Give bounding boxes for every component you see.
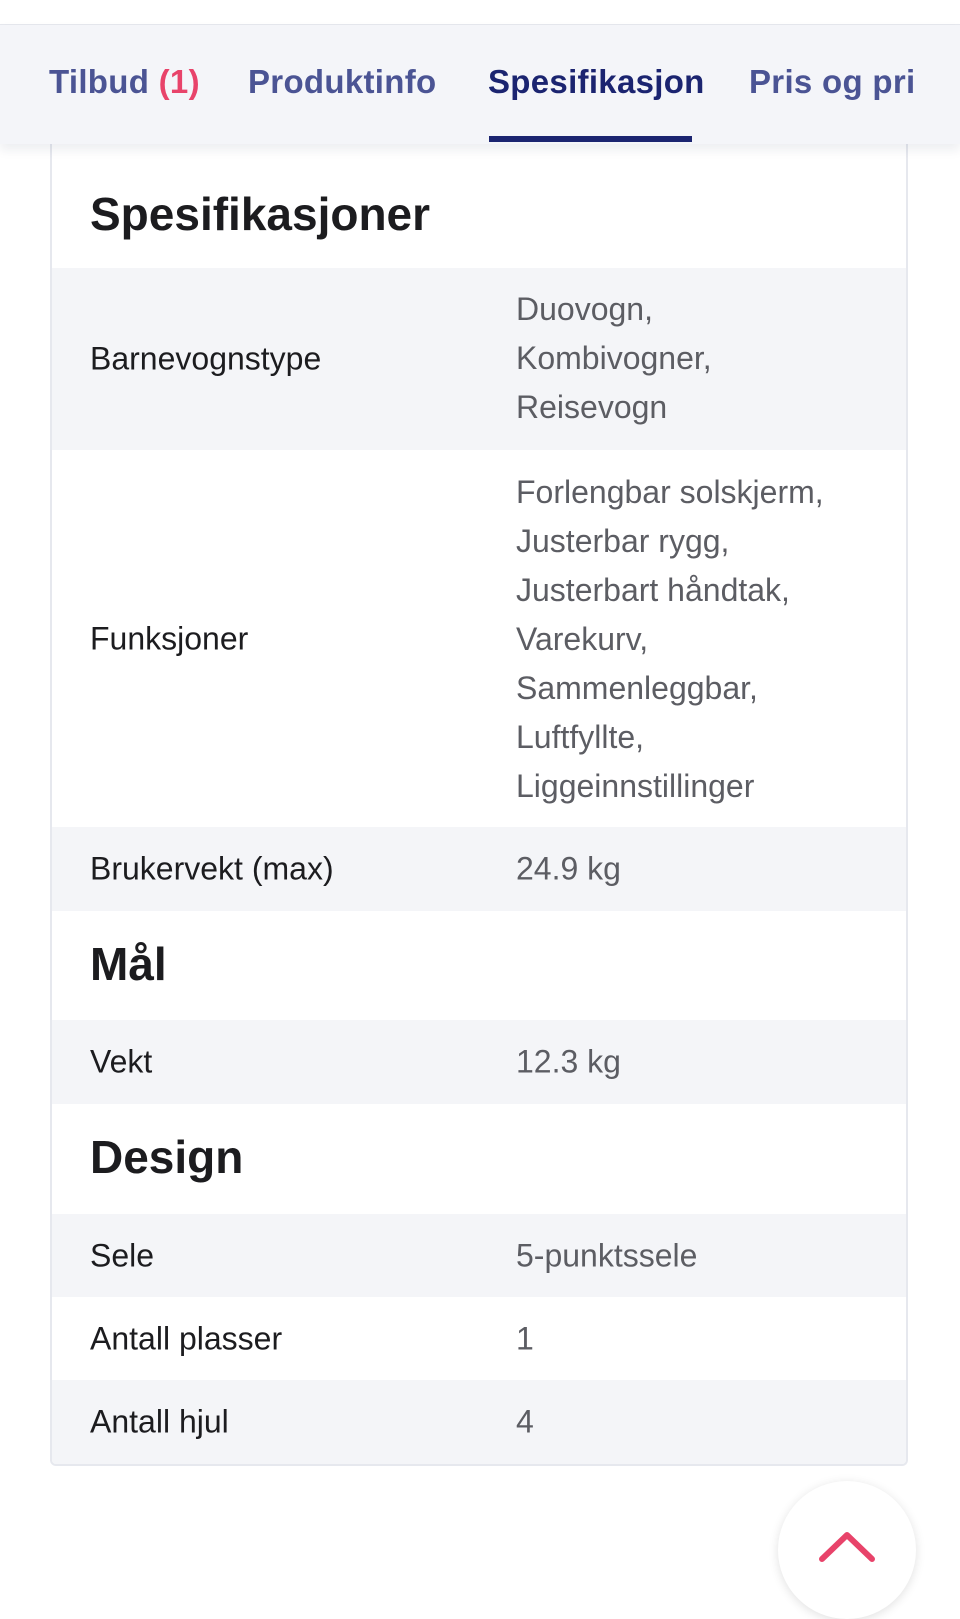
tab-product-info[interactable]: Produktinfo: [248, 63, 437, 100]
spec-row: [52, 450, 906, 827]
specification-card: [50, 144, 908, 1466]
spec-value: [516, 285, 712, 432]
spec-value: 5-punktssele: [516, 1237, 698, 1273]
spec-label: Funksjoner: [90, 620, 249, 656]
spec-value-line: Varekurv,: [516, 621, 649, 657]
spec-value-line: Reisevogn: [516, 389, 668, 425]
section-title-specs: Spesifikasjoner: [90, 188, 431, 240]
spec-row: [52, 268, 906, 450]
top-strip: [0, 0, 960, 25]
spec-value-line: Forlengbar solskjerm,: [516, 474, 824, 510]
spec-value-line: Liggeinnstillinger: [516, 768, 755, 804]
tab-specification[interactable]: Spesifikasjon: [488, 63, 705, 100]
tab-offers-label: Tilbud: [49, 63, 150, 100]
tab-offers[interactable]: [49, 63, 200, 101]
spec-label: Brukervekt (max): [90, 850, 334, 887]
scroll-to-top-button[interactable]: [778, 1481, 916, 1619]
spec-row: [52, 827, 906, 911]
chevron-up-icon: [818, 1529, 876, 1563]
spec-label: Vekt: [90, 1043, 153, 1080]
spec-value-line: Justerbar rygg,: [516, 523, 730, 559]
active-tab-indicator: [489, 136, 692, 142]
spec-label: Antall hjul: [90, 1403, 229, 1440]
tab-bar: [0, 25, 960, 144]
spec-value-line: Luftfyllte,: [516, 719, 645, 755]
spec-value: [516, 468, 824, 811]
spec-label: Barnevognstype: [90, 340, 322, 377]
spec-value-line: Sammenleggbar,: [516, 670, 758, 706]
spec-value-line: Duovogn,: [516, 291, 653, 327]
section-title-design: Design: [90, 1131, 244, 1183]
spec-label: Antall plasser: [90, 1320, 283, 1356]
spec-value-line: Kombivogner,: [516, 340, 712, 376]
spec-row: [52, 1380, 906, 1464]
tab-price[interactable]: Pris og pri: [749, 63, 916, 100]
spec-row: [52, 1297, 906, 1380]
spec-row: [52, 1214, 906, 1297]
spec-value: 4: [516, 1403, 534, 1440]
tab-offers-count: (1): [158, 63, 200, 100]
spec-value: 1: [516, 1320, 534, 1356]
spec-value: 24.9 kg: [516, 850, 621, 887]
spec-label: Sele: [90, 1237, 155, 1273]
section-title-dimensions: Mål: [90, 938, 167, 990]
spec-value: 12.3 kg: [516, 1043, 621, 1080]
spec-value-line: Justerbart håndtak,: [516, 572, 790, 608]
spec-row: [52, 1020, 906, 1104]
